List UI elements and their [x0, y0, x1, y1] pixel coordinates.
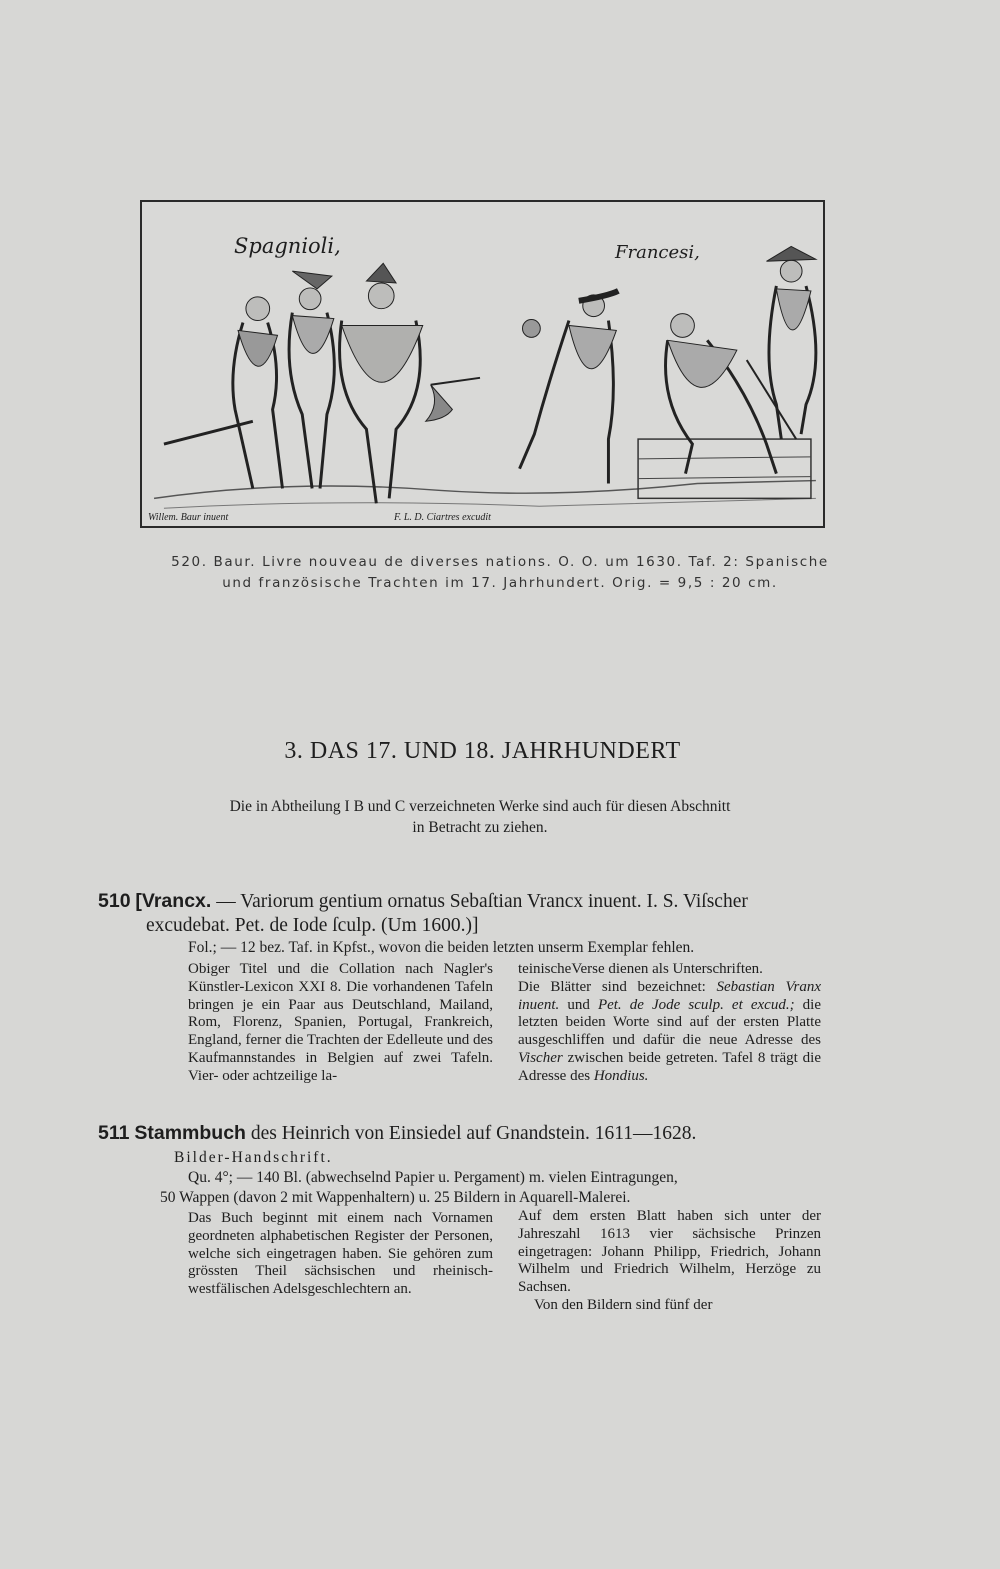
entry-510-number: 510	[98, 890, 131, 912]
plate-label-left: Spagnioli,	[234, 234, 341, 258]
entry-510-right-column	[518, 961, 821, 1086]
entry-510-right-text-c: die letzten beiden Worte sind auf der ersten Platte ausgeschliffen und dafür die neue Adresse des	[518, 996, 821, 1049]
entry-511-title: des Heinrich von Einsiedel auf Gnandstein. 1611—1628.	[245, 1123, 697, 1144]
entry-511-heading	[98, 1121, 828, 1146]
entry-510-right-italic-d: Hondius.	[593, 1067, 649, 1084]
entry-511-collation-line-1: Qu. 4°; — 140 Bl. (abwechselnd Papier u. Pergament) m. vielen Eintragungen,	[188, 1169, 678, 1186]
entry-510-right-text-b: und	[559, 996, 598, 1013]
caption-line-2: und französische Trachten im 17. Jahrhundert. Orig. = 9,5 : 20 cm.	[222, 575, 778, 591]
entry-510-right-italic-c: Vischer	[518, 1049, 563, 1066]
entry-511-number: 511	[98, 1122, 130, 1144]
entry-510-right-text-d: zwischen beide getreten. Tafel 8 trägt die Adresse des	[518, 1049, 821, 1084]
entry-510-title-line-1: — Variorum gentium ornatus Sebaſtian Vrancx inuent. I. S. Viſscher	[211, 891, 748, 912]
entry-510-right-text-a: Die Blätter sind bezeichnet:	[518, 978, 717, 995]
entry-510-collation: Fol.; — 12 bez. Taf. in Kpfst., wovon die beiden letzten unserm Exemplar fehlen.	[188, 939, 695, 956]
plate-signature-left: Willem. Baur inuent	[148, 512, 229, 523]
entry-511-right-column	[518, 1208, 821, 1315]
entry-510-right-italic-a: Sebastian Vranx inuent.	[518, 978, 821, 1013]
section-heading: 3. DAS 17. UND 18. JAHRHUNDERT	[284, 738, 681, 764]
plate-signature-right: F. L. D. Ciartres excudit	[394, 512, 491, 523]
entry-511-keyword: Stammbuch	[134, 1122, 246, 1144]
section-intro	[140, 796, 820, 838]
entry-510-right-line-1: teinischeVerse dienen als Unterschriften.	[518, 961, 763, 977]
entry-510-right-paragraph	[518, 979, 821, 1086]
intro-line-2: in Betracht zu ziehen.	[412, 819, 548, 836]
entry-510-keyword: [Vrancx.	[135, 890, 212, 912]
entry-511-left-column	[188, 1210, 493, 1299]
entry-511-subtitle: Bilder-Handschrift.	[174, 1149, 333, 1166]
entry-511-collation-line-2: 50 Wappen (davon 2 mit Wappenhaltern) u. 25 Bildern in Aquarell-Malerei.	[160, 1189, 631, 1206]
entry-511-right-text-2: Von den Bildern sind fünf der	[534, 1296, 713, 1313]
entry-510-left-column	[188, 961, 493, 1086]
entry-510-title-line-2: excudebat. Pet. de Iode ſculp. (Um 1600.)]	[146, 915, 479, 936]
engraving-plate	[140, 200, 825, 528]
plate-label-right: Francesi,	[615, 242, 700, 263]
entry-511-right-text-1: Auf dem ersten Blatt haben sich unter der Jahreszahl 1613 vier sächsische Prinzen eingetragen: Johann Philipp, Friedrich, Johann Wilhelm und Friedrich Wilhelm, Herzöge zu Sachsen.	[518, 1208, 821, 1296]
entry-511-left-text: Das Buch beginnt mit einem nach Vornamen geordneten alphabetischen Register der Personen, welche sich eingetragen haben. Sie gehören zum grössten Theil sächsischen und rheinisch-westfälischen Adelsgeschlechtern an.	[188, 1210, 493, 1298]
entry-510-left-text: Obiger Titel und die Collation nach Nagler's Künstler-Lexicon XXI 8. Die vorhandenen Tafeln bringen je ein Paar aus Deutschland, Mailand, Rom, Florenz, Spanien, Portugal, Frankreich, England, ferner die Trachten der Edelleute und des Kaufmannstandes in Belgien auf zwei Tafeln. Vier- oder achtzeilige la-	[188, 961, 493, 1084]
intro-line-1: Die in Abtheilung I B und C verzeichneten Werke sind auch für diesen Abschnitt	[229, 798, 731, 815]
caption-line-1: 520. Baur. Livre nouveau de diverses nations. O. O. um 1630. Taf. 2: Spanische	[171, 554, 829, 570]
entry-510-heading	[98, 889, 828, 938]
entry-510-right-italic-b: Pet. de Jode sculp. et excud.;	[597, 996, 795, 1013]
figure-caption	[150, 552, 850, 594]
